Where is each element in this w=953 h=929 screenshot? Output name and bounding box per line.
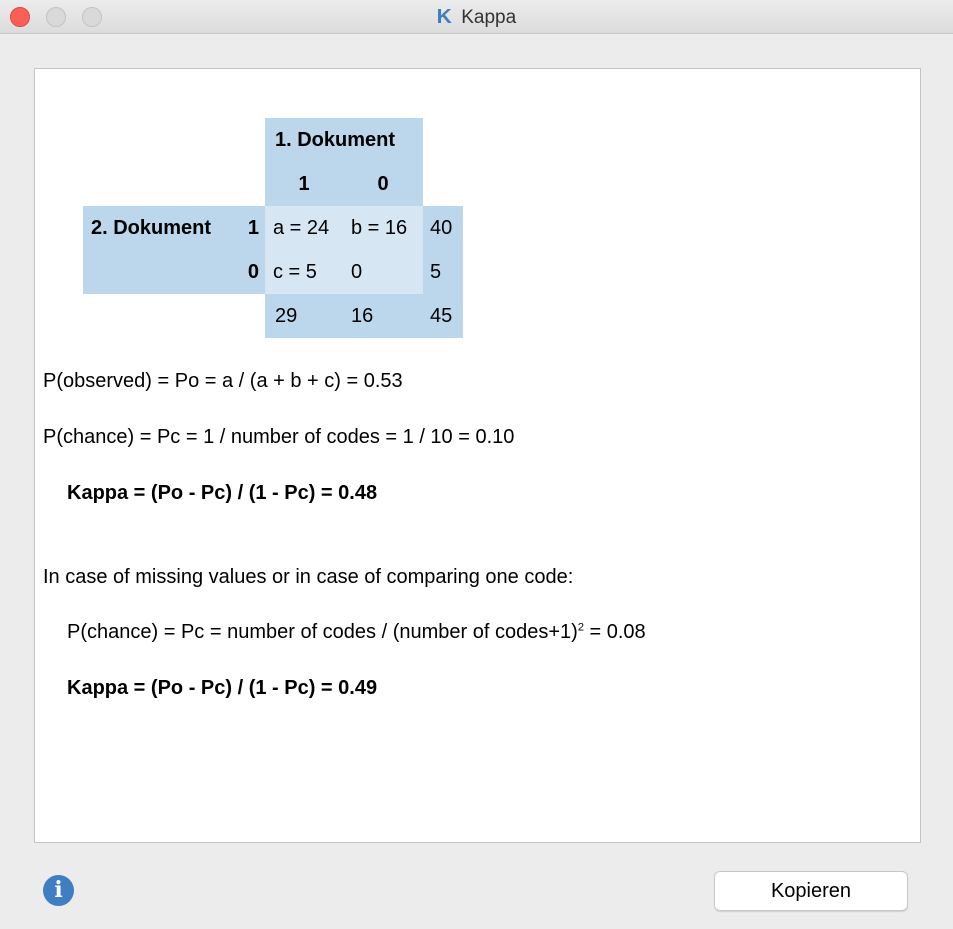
row-total-0: 5 <box>423 250 463 294</box>
missing-values-note: In case of missing values or in case of comparing one code: <box>43 566 574 588</box>
window-title-wrap <box>0 6 953 29</box>
row-label-1: 1 <box>229 206 265 250</box>
col-label-0: 0 <box>343 162 423 206</box>
copy-button[interactable]: Kopieren <box>714 871 908 911</box>
p-observed-formula: P(observed) = Po = a / (a + b + c) = 0.53 <box>43 370 403 392</box>
col-total-1: 29 <box>265 294 343 338</box>
exponent: 2 <box>577 621 584 634</box>
p-chance-alt-text: P(chance) = Pc = number of codes / (number of codes+1) <box>67 621 578 643</box>
title-bar <box>0 0 953 34</box>
col-label-1: 1 <box>265 162 343 206</box>
cell-a: a = 24 <box>265 206 343 250</box>
grand-total: 45 <box>423 294 463 338</box>
window-title: Kappa <box>461 7 517 28</box>
p-chance-alt-formula <box>67 621 646 644</box>
cell-d: 0 <box>343 250 423 294</box>
col-total-0: 16 <box>343 294 423 338</box>
row-total-1: 40 <box>423 206 463 250</box>
kappa-alt-result: Kappa = (Po - Pc) / (1 - Pc) = 0.49 <box>67 677 378 699</box>
row-header-label: 2. Dokument <box>83 206 229 294</box>
kappa-app-icon: K <box>436 6 452 28</box>
kappa-result: Kappa = (Po - Pc) / (1 - Pc) = 0.48 <box>67 482 378 504</box>
info-icon[interactable]: i <box>43 875 74 906</box>
p-chance-formula: P(chance) = Pc = 1 / number of codes = 1 / 10 = 0.10 <box>43 426 515 448</box>
row-label-0: 0 <box>229 250 265 294</box>
cell-b: b = 16 <box>343 206 423 250</box>
p-chance-alt-value: = 0.08 <box>583 621 646 643</box>
cell-c: c = 5 <box>265 250 343 294</box>
col-header-label: 1. Dokument <box>265 118 423 162</box>
results-panel <box>34 68 921 843</box>
